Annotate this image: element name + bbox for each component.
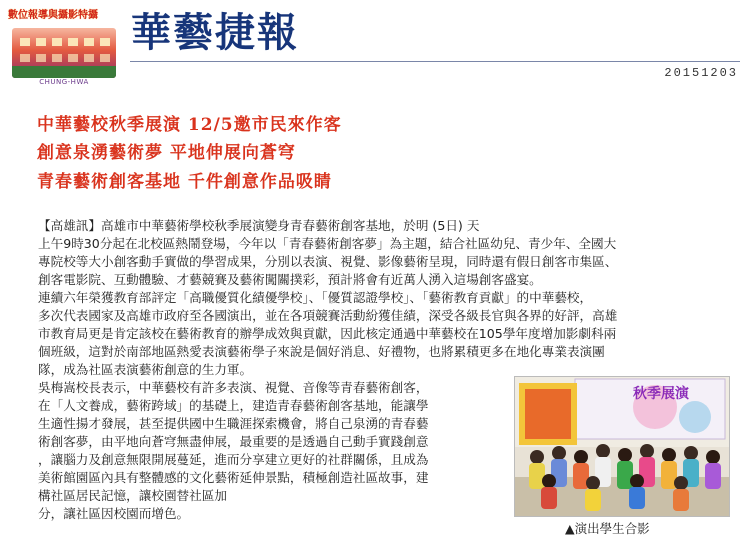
body-line: 創客電影院、互動體驗、才藝競賽及藝術闖關撲彩，預計將會有近萬人湧入這場創客盛宴。 bbox=[38, 272, 542, 287]
headline-3: 青春藝術創客基地 千件創意作品吸睛 bbox=[37, 172, 332, 192]
logo-top-text: 數位報導與攝影特攝 bbox=[8, 10, 98, 21]
body-line: 美術館園區內具有整體感的文化藝術延伸景點，積極創造社區故事，建 bbox=[38, 470, 429, 485]
student-group-photo bbox=[514, 376, 730, 517]
body-line: 構社區居民記憶，讓校園替社區加 bbox=[38, 488, 227, 503]
logo-building-image bbox=[12, 28, 116, 78]
body-line: 上午9時30分起在北校區熱鬧登場，今年以「青春藝術創客夢」為主題，結合社區幼兒、青少年、全國大 bbox=[38, 236, 617, 251]
body-line: 個班級，這對於南部地區熱愛表演藝術學子來說是個好消息、好禮物，也將累積更多在地化專業表演團 bbox=[38, 344, 605, 359]
body-line: 連續六年榮獲教育部評定「高職優質化績優學校」、「優質認證學校」、「藝術教育貢獻」的中華藝校， bbox=[38, 290, 593, 305]
body-line: 生適性揚才發展，甚至提供國中生職涯探索機會，將自己泉湧的青春藝 bbox=[38, 416, 429, 431]
school-logo bbox=[8, 6, 120, 90]
body-line: 【高雄訊】高雄市中華藝術學校秋季展演變身青春藝術創客基地，於明 (5日) 天 bbox=[38, 218, 480, 233]
photo-caption: ▲演出學生合影 bbox=[565, 521, 650, 536]
body-line: ，讓腦力及創意無限開展蔓延，進而分享建立更好的社群關係，且成為 bbox=[38, 452, 429, 467]
photo-banner-text: 秋季展演 bbox=[633, 386, 689, 402]
body-line: 市教育局更是肯定該校在藝術教育的辦學成效與貢獻，因此核定通過中華藝校在105學年度增加影劇科兩 bbox=[38, 326, 617, 341]
body-line: 吳梅嵩校長表示，中華藝校有許多表演、視覺、音像等青春藝術創客， bbox=[38, 380, 429, 395]
logo-english-text: CHUNG-HWA bbox=[39, 78, 89, 86]
body-line: 術創客夢，由平地向蒼穹無盡伸展，最重要的是透過自己動手實踐創意 bbox=[38, 434, 429, 449]
body-line: 分，讓社區因校園而增色。 bbox=[38, 506, 190, 521]
headline-1: 中華藝校秋季展演 12/5邀市民來作客 bbox=[37, 115, 342, 135]
body-line: 多次代表國家及高雄市政府至各國演出，並在各項競賽活動紛獲佳績，深受各級長官與各界的好評，高雄 bbox=[38, 308, 618, 323]
issue-date: 20151203 bbox=[664, 66, 738, 80]
body-line: 在「人文養成，藝術跨域」的基礎上，建造青春藝術創客基地，能讓學 bbox=[38, 398, 429, 413]
headline-2: 創意泉湧藝術夢 平地伸展向蒼穹 bbox=[37, 143, 296, 163]
header-divider bbox=[130, 61, 740, 62]
body-line: 隊，成為社區表演藝術創意的生力軍。 bbox=[38, 362, 253, 377]
newsletter-title: 華藝捷報 bbox=[131, 10, 299, 56]
body-line: 專院校等大小創客動手實做的學習成果，分別以表演、視覺、影像藝術呈現，同時還有假日創客市集區、 bbox=[38, 254, 618, 269]
